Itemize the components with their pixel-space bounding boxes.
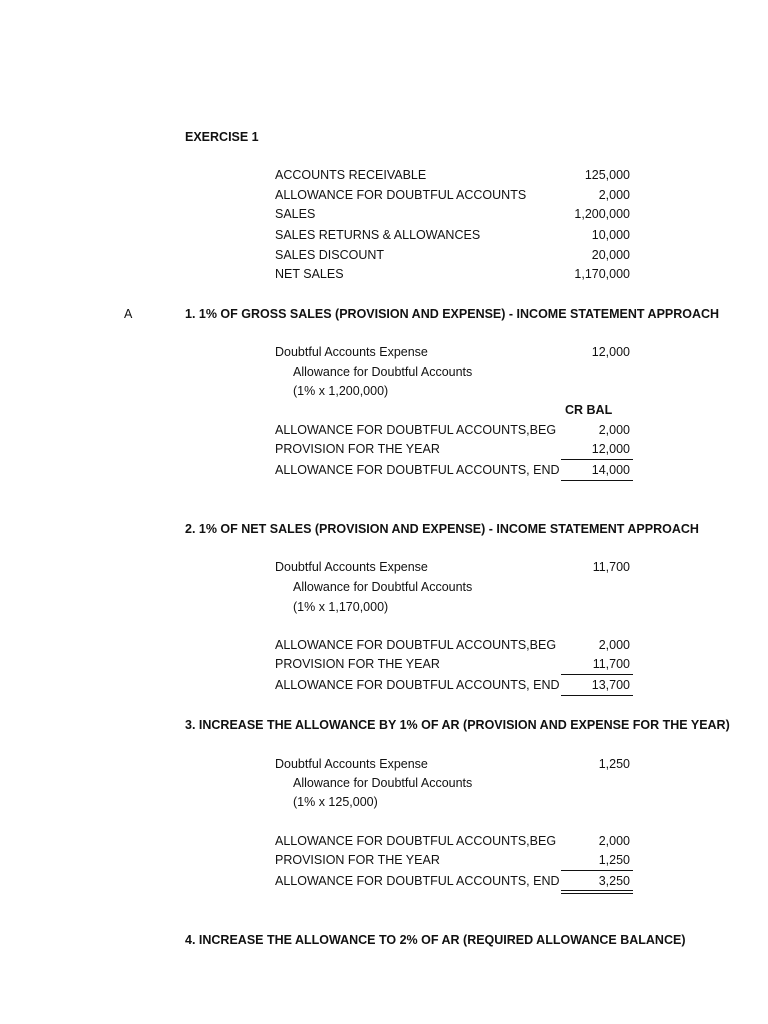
section-1-entry-debit: Doubtful Accounts Expense <box>275 345 428 359</box>
section-1-end-value: 14,000 <box>591 463 630 477</box>
section-3-entry-debit: Doubtful Accounts Expense <box>275 757 428 771</box>
section-1-beg-label: ALLOWANCE FOR DOUBTFUL ACCOUNTS,BEG <box>275 423 557 437</box>
section-1-end-underline <box>561 480 633 481</box>
section-1-entry-credit: Allowance for Doubtful Accounts <box>293 365 473 379</box>
section-1-underline <box>561 459 633 460</box>
given-label-sales: SALES <box>275 207 316 221</box>
section-2-entry-credit: Allowance for Doubtful Accounts <box>293 580 473 594</box>
section-2-beg-value: 2,000 <box>598 638 630 652</box>
given-label-allowance: ALLOWANCE FOR DOUBTFUL ACCOUNTS <box>275 188 527 202</box>
section-1-end-label: ALLOWANCE FOR DOUBTFUL ACCOUNTS, END <box>275 463 560 477</box>
exercise-title: EXERCISE 1 <box>185 130 259 144</box>
given-value-accounts-receivable: 125,000 <box>584 168 630 182</box>
section-1-prov-label: PROVISION FOR THE YEAR <box>275 442 440 456</box>
section-1-entry-note: (1% x 1,200,000) <box>293 384 389 398</box>
section-3-beg-value: 2,000 <box>598 834 630 848</box>
section-1-beg-value: 2,000 <box>598 423 630 437</box>
given-value-net-sales: 1,170,000 <box>574 267 630 281</box>
given-value-sales: 1,200,000 <box>574 207 630 221</box>
section-3-underline <box>561 870 633 871</box>
section-3-end-label: ALLOWANCE FOR DOUBTFUL ACCOUNTS, END <box>275 874 560 888</box>
given-label-sales-discount: SALES DISCOUNT <box>275 248 385 262</box>
given-value-sales-discount: 20,000 <box>591 248 630 262</box>
section-3-prov-label: PROVISION FOR THE YEAR <box>275 853 440 867</box>
part-letter: A <box>124 307 133 321</box>
section-3-heading: 3. INCREASE THE ALLOWANCE BY 1% OF AR (PROVISION AND EXPENSE FOR THE YEAR) <box>185 718 730 732</box>
section-3-entry-note: (1% x 125,000) <box>293 795 378 809</box>
given-label-sales-returns: SALES RETURNS & ALLOWANCES <box>275 228 481 242</box>
section-3-end-underline-1 <box>561 890 633 891</box>
section-1-prov-value: 12,000 <box>591 442 630 456</box>
section-2-entry-amount: 11,700 <box>592 560 630 574</box>
section-2-prov-label: PROVISION FOR THE YEAR <box>275 657 440 671</box>
section-4-heading: 4. INCREASE THE ALLOWANCE TO 2% OF AR (REQUIRED ALLOWANCE BALANCE) <box>185 933 686 947</box>
section-1-entry-amount: 12,000 <box>591 345 630 359</box>
section-1-col-header: CR BAL <box>565 403 613 417</box>
section-2-end-label: ALLOWANCE FOR DOUBTFUL ACCOUNTS, END <box>275 678 560 692</box>
section-3-entry-credit: Allowance for Doubtful Accounts <box>293 776 473 790</box>
given-label-accounts-receivable: ACCOUNTS RECEIVABLE <box>275 168 427 182</box>
section-2-prov-value: 11,700 <box>592 657 630 671</box>
section-2-heading: 2. 1% OF NET SALES (PROVISION AND EXPENSE) - INCOME STATEMENT APPROACH <box>185 522 699 536</box>
section-2-entry-debit: Doubtful Accounts Expense <box>275 560 428 574</box>
given-label-net-sales: NET SALES <box>275 267 344 281</box>
section-1-heading: 1. 1% OF GROSS SALES (PROVISION AND EXPENSE) - INCOME STATEMENT APPROACH <box>185 307 720 321</box>
section-3-beg-label: ALLOWANCE FOR DOUBTFUL ACCOUNTS,BEG <box>275 834 557 848</box>
section-3-end-value: 3,250 <box>598 874 630 888</box>
section-3-prov-value: 1,250 <box>598 853 630 867</box>
section-2-end-value: 13,700 <box>591 678 630 692</box>
given-value-sales-returns: 10,000 <box>591 228 630 242</box>
given-value-allowance: 2,000 <box>598 188 630 202</box>
section-3-end-underline-2 <box>561 893 633 894</box>
section-2-entry-note: (1% x 1,170,000) <box>293 600 389 614</box>
section-2-underline <box>561 674 633 675</box>
section-3-entry-amount: 1,250 <box>598 757 630 771</box>
section-2-end-underline <box>561 695 633 696</box>
section-2-beg-label: ALLOWANCE FOR DOUBTFUL ACCOUNTS,BEG <box>275 638 557 652</box>
